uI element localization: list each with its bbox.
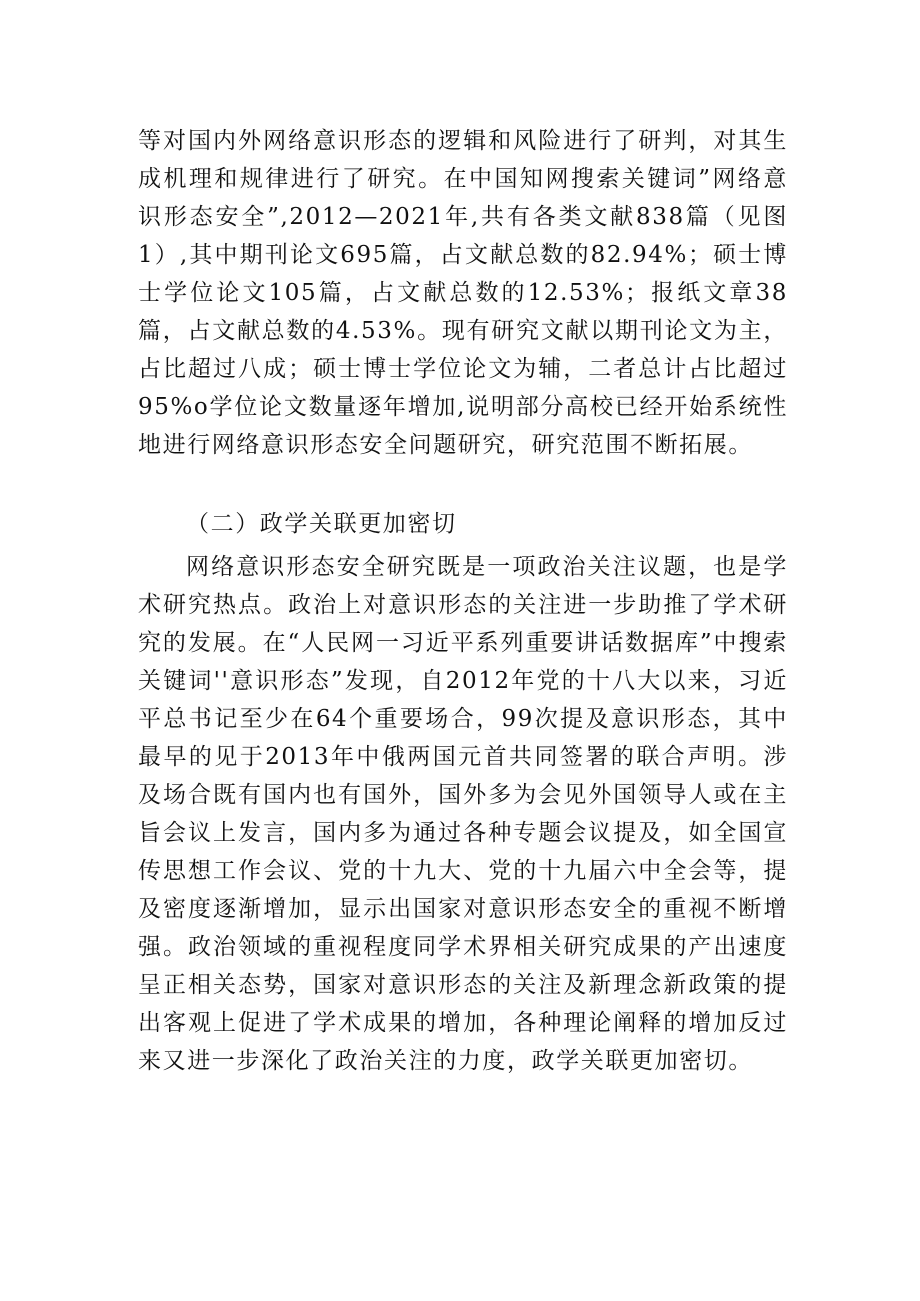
body-paragraph-politics-academia: 网络意识形态安全研究既是一项政治关注议题，也是学术研究热点。政治上对意识形态的关注进一步助推了学术研究的发展。在“人民网一习近平系列重要讲话数据库”中搜索关键词''意识形态”发现，自2012年党的十八大以来，习近平总书记至少在64个重要场合，99次提及意识形态，其中最早的见于2013年中俄两国元首共同签署的联合声明。涉及场合既有国内也有国外，国外多为会见外国领导人或在主旨会议上发言，国内多为通过各种专题会议提及，如全国宣传思想工作会议、党的十九大、党的十九届六中全会等，提及密度逐渐增加，显示出国家对意识形态安全的重视不断增强。政治领域的重视程度同学术界相关研究成果的产出速度呈正相关态势，国家对意识形态的关注及新理念新政策的提出客观上促进了学术成果的增加，各种理论阐释的增加反过来又进一步深化了政治关注的力度，政学关联更加密切。 — [138, 554, 788, 1074]
body-paragraph-research-literature: 等对国内外网络意识形态的逻辑和风险进行了研判，对其生成机理和规律进行了研究。在中国知网搜索关键词”网络意识形态安全”,2012—2021年,共有各类文献838篇（见图1）,其中期刊论文695篇，占文献总数的82.94%；硕士博士学位论文105篇，占文献总数的12.53%；报纸文章38篇，占文献总数的4.53%。现有研究文献以期刊论文为主，占比超过八成；硕士博士学位论文为辅，二者总计占比超过95%o学位论文数量逐年增加,说明部分高校已经开始系统性地进行网络意识形态安全问题研究，研究范围不断拓展。 — [138, 128, 788, 458]
section-heading: （二）政学关联更加密切 — [186, 511, 457, 537]
